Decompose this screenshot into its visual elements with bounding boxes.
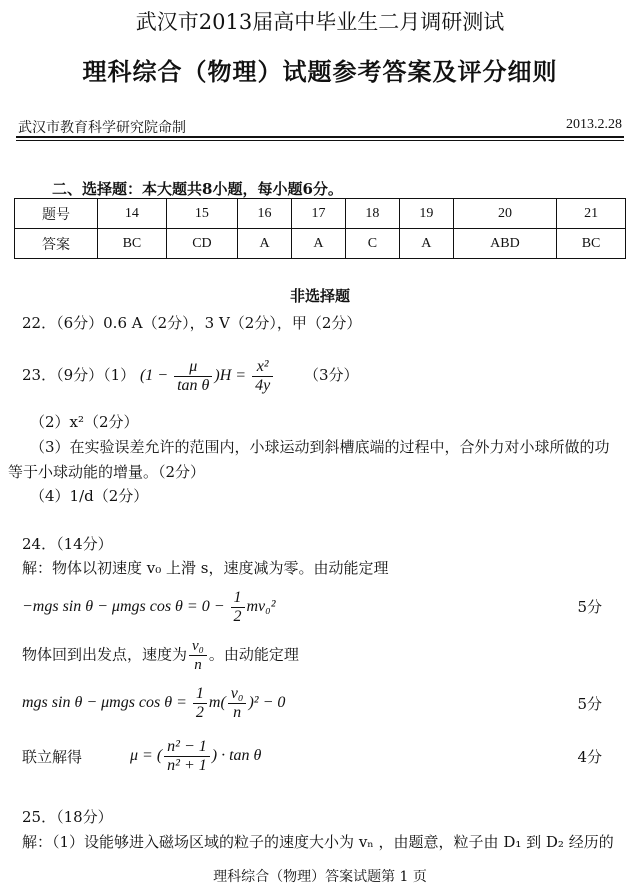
answer-cell: A (399, 229, 453, 259)
answer-cell: A (291, 229, 345, 259)
q24-solve-label: 联立解得 (22, 748, 83, 766)
answer-cell: A (238, 229, 292, 259)
q24-return-line (22, 637, 299, 674)
q24-return-text-a: 物体回到出发点，速度为 (22, 645, 188, 664)
table-row (15, 199, 626, 229)
question-number: 17 (291, 199, 345, 229)
question-number: 14 (98, 199, 167, 229)
question-number: 20 (453, 199, 556, 229)
answer-cell: BC (557, 229, 626, 259)
q23-line1 (22, 358, 359, 395)
q23-part3-line2: 等于小球动能的增量。（2分） (8, 463, 206, 481)
q25-head: 25．（18分） (22, 808, 113, 826)
choice-section-heading: 二、选择题：本大题共8小题，每小题6分。 (52, 180, 343, 198)
q23-part3-line1: （3）在实验误差允许的范围内，小球运动到斜槽底端的过程中，合外力对小球所做的功 (30, 438, 610, 456)
answer-cell: BC (98, 229, 167, 259)
answer-key-title: 理科综合（物理）试题参考答案及评分细则 (82, 57, 558, 86)
answer-table (14, 198, 626, 259)
q24-result: μ = ( $\frac{\text{n² − 1}}{\text{n² + 1}}$ ) · tan θ (130, 738, 262, 774)
nonchoice-heading: 非选择题 (289, 287, 350, 305)
question-number: 16 (238, 199, 292, 229)
question-number: 15 (166, 199, 237, 229)
row-label: 答案 (15, 229, 98, 259)
q24-head: 24．（14分） (22, 535, 113, 553)
page-footer: 理科综合（物理）答案试题第 1 页 (213, 869, 427, 885)
answer-cell: CD (166, 229, 237, 259)
header-rule-thin (16, 140, 624, 141)
q23-part2: （2）x²（2分） (30, 413, 139, 431)
q24-score-3: 4分 (577, 748, 602, 766)
issue-date: 2013.2.28 (566, 117, 622, 132)
answer-cell: C (345, 229, 399, 259)
question-number: 19 (399, 199, 453, 229)
q23-prefix: 23．（9分）（1） (22, 366, 136, 385)
table-row (15, 229, 626, 259)
q24-score-2: 5分 (577, 695, 602, 713)
issuer: 武汉市教育科学研究院命制 (18, 120, 186, 136)
q25-line1: 解：（1）设能够进入磁场区域的粒子的速度大小为 vₙ ，由题意，粒子由 D₁ 到 D₂ 经历的 (22, 833, 614, 851)
row-label: 题号 (15, 199, 98, 229)
v0-over-n: $\frac{\text{v₀}}{n}$ (189, 637, 207, 674)
q24-score-1: 5分 (577, 598, 602, 616)
answer-cell: ABD (453, 229, 556, 259)
q23-part4: （4）1/d（2分） (30, 487, 149, 505)
q24-equation-1: −mgs sin θ − μmgs cos θ = 0 − $\frac{1}{2}$ mv₀² (22, 589, 276, 625)
header-rule (16, 136, 624, 138)
question-number: 21 (557, 199, 626, 229)
q23-formula: (1 − $\frac{\mu}{\text{tan θ}}$ )H = $\frac{\text{x²}}{4y}$ (140, 367, 275, 384)
q24-intro: 解：物体以初速度 v₀ 上滑 s，速度减为零。由动能定理 (22, 559, 389, 577)
question-number: 18 (345, 199, 399, 229)
exam-title: 武汉市2013届高中毕业生二月调研测试 (135, 10, 505, 34)
q24-equation-2: mgs sin θ − μmgs cos θ = $\frac{1}{2}$ m( $\frac{\text{v₀}}{n}$ )² − 0 (22, 685, 286, 721)
q22-answer: 22．（6分）0.6 A（2分），3 V（2分），甲（2分） (22, 314, 362, 332)
q24-return-text-b: 。由动能定理 (208, 645, 299, 664)
q23-score: （3分） (303, 366, 359, 385)
